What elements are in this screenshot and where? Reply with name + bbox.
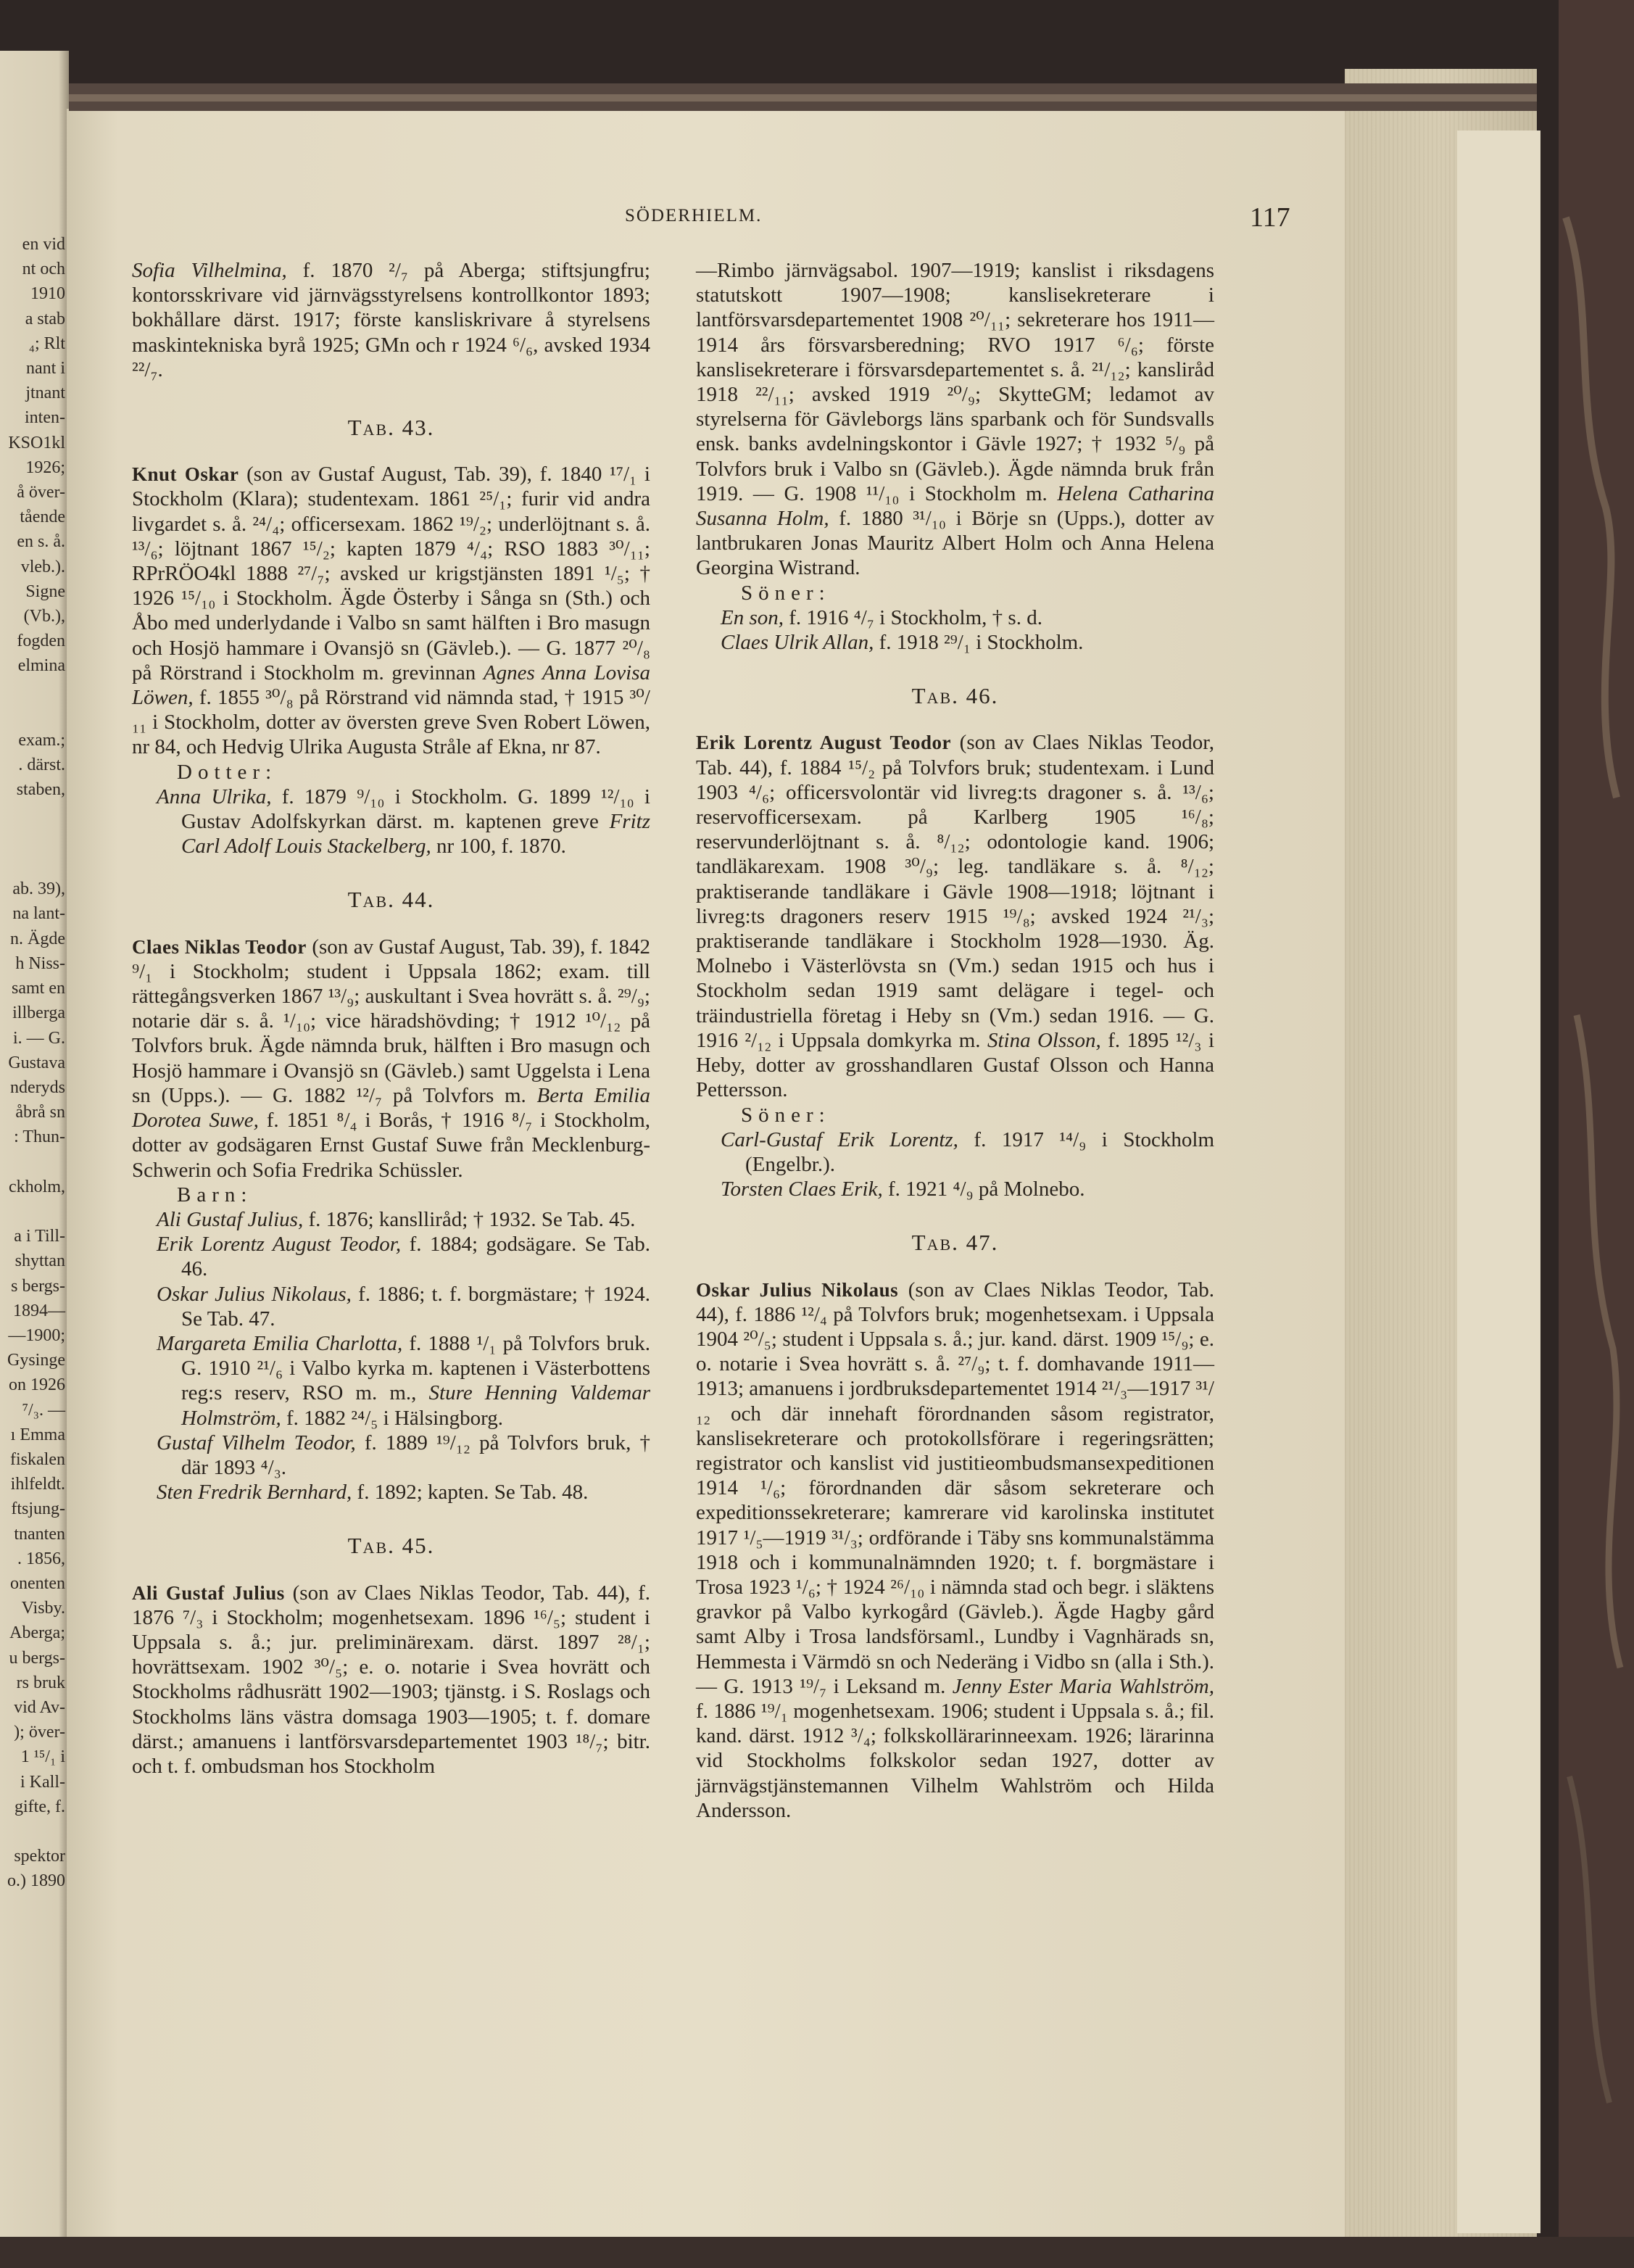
intro-text: f. 1870 ²/₇ på Aberga; stiftsjungfru; kontorsskrivare vid järnvägsstyrelsens kontrollkontor 1893; bokhållare därst. 1917; förste kansliskrivare å styrelsens maskintekniska byrå 1925; GMn och r 1924 ⁶/₆, avsked 1934 ²²/₇. xyxy=(132,259,650,381)
tab-47-spouse: Jenny Ester Maria Wahlström, xyxy=(952,1674,1214,1698)
child-name: Oskar Julius Nikolaus, xyxy=(157,1282,352,1306)
edge-fragment: tnanten xyxy=(14,1524,65,1544)
edge-fragment: nant i xyxy=(26,359,65,378)
edge-fragment: vleb.). xyxy=(20,557,65,576)
tab-46-name: Erik Lorentz August Teodor xyxy=(696,732,952,754)
tab-46-spouse: Stina Olsson, xyxy=(987,1028,1101,1052)
edge-fragment: nderyds xyxy=(10,1077,65,1097)
edge-fragment: fogden xyxy=(17,632,65,651)
edge-fragment: ı Emma xyxy=(10,1425,65,1444)
tab-44-child xyxy=(157,1331,650,1431)
edge-fragment: n. Ägde xyxy=(10,929,65,948)
edge-fragment: onenten xyxy=(10,1573,65,1593)
tab-43-children-label: Dotter: xyxy=(177,760,278,784)
edge-fragment: h Niss- xyxy=(15,953,65,973)
continuation-text2: f. 1880 ³¹/₁₀ i Börje sn (Upps.), dotter av lantbrukaren Jonas Mauritz Albert Holm och Anna Helena Georgina Wistrand. xyxy=(696,507,1214,580)
edge-fragment: fiskalen xyxy=(10,1449,65,1469)
edge-fragment: o.) 1890 xyxy=(7,1871,65,1891)
child-text: f. 1884; godsägare. Se Tab. 46. xyxy=(181,1233,650,1281)
tab-44-child xyxy=(157,1207,650,1232)
child-text: f. 1886; t. f. borgmästare; † 1924. Se Tab. 47. xyxy=(181,1282,650,1330)
tab-43-child-text: f. 1879 ⁹/₁₀ i Stockholm. G. 1899 ¹²/₁₀ i Gustav Adolfskyrkan därst. m. kaptenen greve xyxy=(181,785,650,834)
edge-fragment: KSO1kl xyxy=(8,433,65,452)
son-text: f. 1916 ⁴/₇ i Stockholm, † s. d. xyxy=(784,605,1042,629)
child-text: f. 1892; kapten. Se Tab. 48. xyxy=(352,1481,589,1505)
edge-fragment: exam.; xyxy=(18,731,65,750)
edge-fragment: a stab xyxy=(25,309,65,328)
page-number: 117 xyxy=(1250,202,1290,233)
edge-fragment: s bergs- xyxy=(11,1276,65,1296)
edge-fragment: 1894— xyxy=(13,1301,65,1320)
son-text: f. 1918 ²⁹/₁ i Stockholm. xyxy=(874,631,1084,655)
edge-fragment: 1910 xyxy=(30,284,65,304)
right-column xyxy=(696,258,1214,1823)
edge-fragment xyxy=(0,827,65,852)
running-head: SÖDERHIELM. xyxy=(625,206,763,225)
tab-43-child-name: Anna Ulrika, xyxy=(157,785,272,808)
edge-fragment: u bergs- xyxy=(9,1648,65,1668)
child-spouse: Sture Henning Valdemar Holmström, xyxy=(181,1381,650,1430)
edge-fragment: gifte, f. xyxy=(14,1797,65,1816)
edge-fragment: Signe xyxy=(25,582,65,601)
edge-fragment: nt och xyxy=(22,260,65,279)
child-text: f. 1888 ¹/₁ på Tolvfors bruk. G. 1910 ²¹/₆ i Valbo kyrka m. kaptenen i Västerbottens reg:s reserv, RSO m. m., xyxy=(181,1331,650,1405)
left-column xyxy=(132,258,650,1779)
edge-fragment: . 1856, xyxy=(17,1549,65,1568)
edge-fragment: åbrå sn xyxy=(15,1103,65,1122)
edge-fragment: Gysinge xyxy=(7,1351,65,1370)
tab-43-heading: Tab. 43. xyxy=(347,415,435,441)
edge-fragment: vid Av- xyxy=(14,1697,65,1717)
tab-43-child-text2: nr 100, f. 1870. xyxy=(431,835,566,858)
edge-fragment: on 1926 xyxy=(9,1375,65,1395)
tab-43-child-spouse: Fritz Carl Adolf Louis Stackelberg, xyxy=(181,810,650,858)
edge-fragment: i. — G. xyxy=(13,1028,65,1048)
edge-fragment xyxy=(0,1150,65,1175)
edge-fragment: samt en xyxy=(12,979,65,998)
intro-entry xyxy=(132,258,650,382)
tab-44-heading: Tab. 44. xyxy=(347,887,435,913)
edge-fragment: a i Till- xyxy=(14,1227,65,1246)
tab-45-heading: Tab. 45. xyxy=(347,1533,435,1559)
tab-47-entry xyxy=(696,1278,1214,1823)
edge-fragment: tående xyxy=(20,508,65,527)
tab-43-text: (son av Gustaf August, Tab. 39), f. 1840 ¹⁷/₁ i Stockholm (Klara); studentexam. 1861 ²⁵/₁; furir vid andra livgardet s. å. ²⁴/₄; officersexam. 1862 ¹⁹/₂; underlöjtnant s. å. ¹³/₆; löjtnant 1867 ¹⁵/₂; kapten 1879 ⁴/₄; RSO 1883 ³⁰/₁₁; RPrRÖO4kl 1888 ²⁷/₇; avsked ur krigstjänsten 1891 ¹/₅; † 1926 ¹⁵/₁₀ i Stockholm. Ägde Österby i Sånga sn (Sth.) och Åbo med underlydande i Valbo sn samt hälften i Bro masugn och Hosjö hammare i Ovansjö sn (Gävleb.). — G. 1877 ²⁰/₈ på Rörstrand i Stockholm m. grevinnan xyxy=(132,463,650,684)
tab-45-text: (son av Claes Niklas Teodor, Tab. 44), f. 1876 ⁷/₃ i Stockholm; mogenhetsexam. 1896 ¹⁶/₅; student i Uppsala s. å.; jur. preliminärexam. därst. 1897 ²⁸/₁; hovrättsexam. 1902 ³⁰/₅; e. o. notarie i Svea hovrätt och Stockholms rådhusrätt 1902—1903; tjänstg. i S. Roslags och Stockholms läns västra domsaga 1903—1905; t. f. domare därst.; amanuens i lantförsvarsdepartementet 1903 ¹⁸/₇; bitr. och t. f. ombudsman hos Stockholm xyxy=(132,1581,650,1778)
tab-43-name: Knut Oskar xyxy=(132,463,239,486)
edge-fragment: ); över- xyxy=(14,1723,65,1742)
edge-fragment: shyttan xyxy=(14,1251,65,1271)
child-name: Ali Gustaf Julius, xyxy=(157,1207,304,1231)
edge-fragment xyxy=(0,703,65,728)
tab-47-heading: Tab. 47. xyxy=(911,1230,999,1256)
edge-fragment: jtnant xyxy=(25,384,65,403)
previous-page-edge xyxy=(0,232,65,1894)
tab-43-child xyxy=(157,785,650,859)
tab-45-sons-label: Söner: xyxy=(741,581,831,605)
child-text: f. 1876; kanslliråd; † 1932. Se Tab. 45. xyxy=(303,1207,636,1231)
edge-fragment: Aberga; xyxy=(9,1623,65,1643)
son-text: f. 1917 ¹⁴/₉ i Stockholm (Engelbr.). xyxy=(745,1127,1215,1176)
tab-45-son xyxy=(721,605,1214,630)
edge-fragment: ab. 39), xyxy=(12,880,65,899)
edge-fragment xyxy=(0,852,65,877)
son-name: Claes Ulrik Allan, xyxy=(721,631,874,655)
edge-fragment: spektor xyxy=(14,1847,65,1866)
edge-fragment: å över- xyxy=(17,483,65,502)
edge-fragment: inten- xyxy=(25,408,65,428)
tab-45-name: Ali Gustaf Julius xyxy=(132,1581,285,1604)
tab-46-son xyxy=(721,1127,1214,1177)
tab-46-text2: f. 1895 ¹²/₃ i Heby, dotter av grosshandlaren Gustaf Olsson och Hanna Pettersson. xyxy=(696,1028,1214,1102)
edge-fragment xyxy=(0,803,65,827)
tab-44-children-label: Barn: xyxy=(177,1183,253,1207)
edge-fragment: 1 ¹⁵/₁ i xyxy=(20,1747,65,1767)
edge-fragment: ckholm, xyxy=(9,1177,65,1196)
child-name: Sten Fredrik Bernhard, xyxy=(157,1481,352,1505)
edge-fragment: en vid xyxy=(22,235,65,254)
edge-fragment: ⁷/₃. — xyxy=(22,1400,65,1420)
tab-47-text: (son av Claes Niklas Teodor, Tab. 44), f. 1886 ¹²/₄ på Tolvfors bruk; mogenhetsexam. i Uppsala 1904 ²⁰/₅; student i Uppsala s. å.; jur. kand. därst. 1909 ¹⁵/₉; e. o. notarie i Svea hovrätt s. å. ²⁷/₉; t. f. domhavande 1911—1913; amanuens i jordbruksdepartementet 1914 ²¹/₃—1917 ³¹/₁₂ och där innehaft förordnanden såsom registrator, kanslisekreterare och protokollsförare i regeringsrätten; registrator och kanslist vid justitieombudsmansexpeditionen 1914 ¹/₆; förordnanden där såsom sekreterare och expeditionssekreterare; kamrerare vid karolinska institutet 1917 ¹/₅—1919 ³¹/₃; ordförande i Täby sns kommunalstämma 1918 och i kommunalnämnden 1920; t. f. borgmästare i Trosa 1923 ¹/₆; † 1924 ²⁶/₁₀ i nämnda stad och begr. i släktens gravkor på Valbo kyrkogård (Gävleb.). Ägde Hagby gård samt Alby i Trosa landsförsaml., Lundby i Vagnhärads sn, Hemmesta i Värmdö sn och Nederäng i Vidbo sn (alla i Sth.). — G. 1913 ¹⁹/₇ i Leksand m. xyxy=(696,1278,1215,1698)
edge-fragment: . därst. xyxy=(18,756,65,775)
edge-fragment: Visby. xyxy=(21,1599,65,1618)
tab-44-entry xyxy=(132,935,650,1183)
child-text: f. 1889 ¹⁹/₁₂ på Tolvfors bruk, † där 1893 ⁴/₃. xyxy=(181,1431,650,1479)
tab-44-child xyxy=(157,1282,650,1331)
tab-45-entry xyxy=(132,1581,650,1779)
child-name: Gustaf Vilhelm Teodor, xyxy=(157,1431,356,1454)
edge-fragment: ₄; Rlt xyxy=(28,334,65,353)
tab-44-child xyxy=(157,1431,650,1480)
edge-fragment: : Thun- xyxy=(14,1127,65,1147)
continuation-spouse: Helena Catharina Susanna Holm, xyxy=(696,481,1214,531)
edge-fragment: ihlfeldt. xyxy=(10,1475,65,1494)
tab-46-entry xyxy=(696,730,1214,1102)
son-name: Carl-Gustaf Erik Lorentz, xyxy=(721,1127,958,1151)
child-text2: f. 1882 ²⁴/₅ i Hälsingborg. xyxy=(281,1406,504,1430)
tab-44-child xyxy=(157,1232,650,1281)
son-name: Torsten Claes Erik, xyxy=(721,1178,883,1201)
tab-44-spouse: Berta Emilia Dorotea Suwe, xyxy=(132,1083,650,1133)
book-page xyxy=(67,109,1346,2237)
edge-fragment: i Kall- xyxy=(20,1772,65,1792)
edge-fragment: en s. å. xyxy=(17,532,65,552)
edge-fragment: rs bruk xyxy=(16,1673,65,1692)
edge-fragment: Gustava xyxy=(8,1053,65,1072)
tab-46-heading: Tab. 46. xyxy=(911,683,999,709)
tab-45-son xyxy=(721,630,1214,655)
edge-fragment: elmina xyxy=(17,656,65,676)
edge-fragment: illberga xyxy=(12,1003,65,1023)
tab-43-spouse: Agnes Anna Lovisa Löwen, xyxy=(132,661,650,710)
edge-fragment: (Vb.), xyxy=(23,607,65,626)
tab-44-text: (son av Gustaf August, Tab. 39), f. 1842 ⁹/₁ i Stockholm; student i Uppsala 1862; exam. till rättegångsverken 1867 ¹³/₉; auskultant i Svea hovrätt s. å. ²⁹/₉; notarie där s. å. ¹/₁₀; vice häradshövding; † 1912 ¹⁰/₁₂ på Tolvfors bruk. Ägde nämnda bruk, hälften i Bro masugn och Hosjö hammare i Ovansjö sn (Gävleb.) samt Uggelsta i Lena sn (Upps.). — G. 1882 ¹²/₇ på Tolvfors m. xyxy=(132,935,650,1107)
continuation-text: —Rimbo järnvägsabol. 1907—1919; kanslist i riksdagens statutskott 1907—1908; kanslisekreterare i lantförsvarsdepartementet 1908 ²⁰/₁₁; sekreterare hos 1911—1914 års försvarsberedning; RVO 1917 ⁶/₆; förste kanslisekreterare i försvarsdepartementet s. å. ²¹/₁₂; kansliråd 1918 ²²/₁₁; avsked 1919 ²⁰/₉; SkytteGM; ledamot av styrelserna för Gävleborgs läns sparbank och för Sundsvalls ensk. banks avdelningskontor i Gävle 1927; † 1932 ⁵/₉ på Tolvfors bruk i Valbo sn (Gävleb.). Ägde nämnda bruk från 1919. — G. 1908 ¹¹/₁₀ i Stockholm m. xyxy=(696,259,1214,505)
edge-fragment xyxy=(0,1199,65,1224)
intro-name: Sofia Vilhelmina, xyxy=(132,259,287,282)
edge-fragment: ftsjung- xyxy=(11,1499,65,1519)
edge-fragment: —1900; xyxy=(8,1325,65,1345)
tab-47-text2: f. 1886 ¹⁹/₁ mogenhetsexam. 1906; student i Uppsala s. å.; fil. kand. därst. 1912 ³/₄; folkskollärarinneexam. 1926; lärarinna vid Stockholms folkskolor sedan 1927, dotter av järnvägstjänstemannen Vilhelm Wahlström och Hilda Andersson. xyxy=(696,1699,1214,1822)
tab-46-sons-label: Söner: xyxy=(741,1103,831,1127)
edge-fragment: 1926; xyxy=(25,458,65,477)
tab-43-text2: f. 1855 ³⁰/₈ på Rörstrand vid nämnda stad, † 1915 ³⁰/₁₁ i Stockholm, dotter av översten greve Sven Robert Löwen, nr 84, och Hedvig Ulrika Augusta Stråle af Ekna, nr 87. xyxy=(132,686,650,759)
tab-44-text2: f. 1851 ⁸/₄ i Borås, † 1916 ⁸/₇ i Stockholm, dotter av godsägaren Ernst Gustaf Suwe från Mecklenburg-Schwerin och Sofia Fredrika Schüssler. xyxy=(132,1109,651,1182)
edge-fragment: na lant- xyxy=(12,904,65,924)
son-name: En son, xyxy=(721,605,784,629)
edge-fragment xyxy=(0,1819,65,1844)
child-name: Erik Lorentz August Teodor, xyxy=(157,1233,402,1257)
tab-46-text: (son av Claes Niklas Teodor, Tab. 44), f. 1884 ¹⁵/₂ på Tolvfors bruk; studentexam. i Lund 1903 ⁴/₆; officersvolontär vid livreg:ts dragoner s. å. ¹³/₆; reservofficersexam. på Karlberg 1905 ¹⁶/₈; reservunderlöjtnant s. å. ⁸/₁₂; odontologie kand. 1906; tandläkarexam. 1908 ³⁰/₉; leg. tandläkare s. å. ⁸/₁₂; praktiserande tandläkare i Gävle 1908—1918; löjtnant i livreg:ts dragoners reserv 1915 ¹⁹/₈; avsked 1924 ²¹/₃; praktiserande tandläkare i Stockholm 1928—1930. Äg. Molnebo i Västerlövsta sn (Vm.) sedan 1915 och hus i Stockholm sedan 1919 samt delägare i tegel- och träindustriella företag i Heby sn (Vm.) sedan 1916. — G. 1916 ²/₁₂ i Uppsala domkyrka m. xyxy=(696,731,1214,1052)
tab-47-name: Oskar Julius Nikolaus xyxy=(696,1278,899,1301)
edge-fragment: staben, xyxy=(16,780,65,800)
tab-44-child xyxy=(157,1480,650,1505)
child-name: Margareta Emilia Charlotta, xyxy=(157,1331,403,1355)
tab-45-continuation xyxy=(696,258,1214,581)
edge-fragment xyxy=(0,679,65,703)
tab-44-name: Claes Niklas Teodor xyxy=(132,935,307,958)
son-text: f. 1921 ⁴/₉ på Molnebo. xyxy=(882,1178,1085,1201)
tab-43-entry xyxy=(132,462,650,759)
tab-46-son xyxy=(721,1177,1214,1201)
